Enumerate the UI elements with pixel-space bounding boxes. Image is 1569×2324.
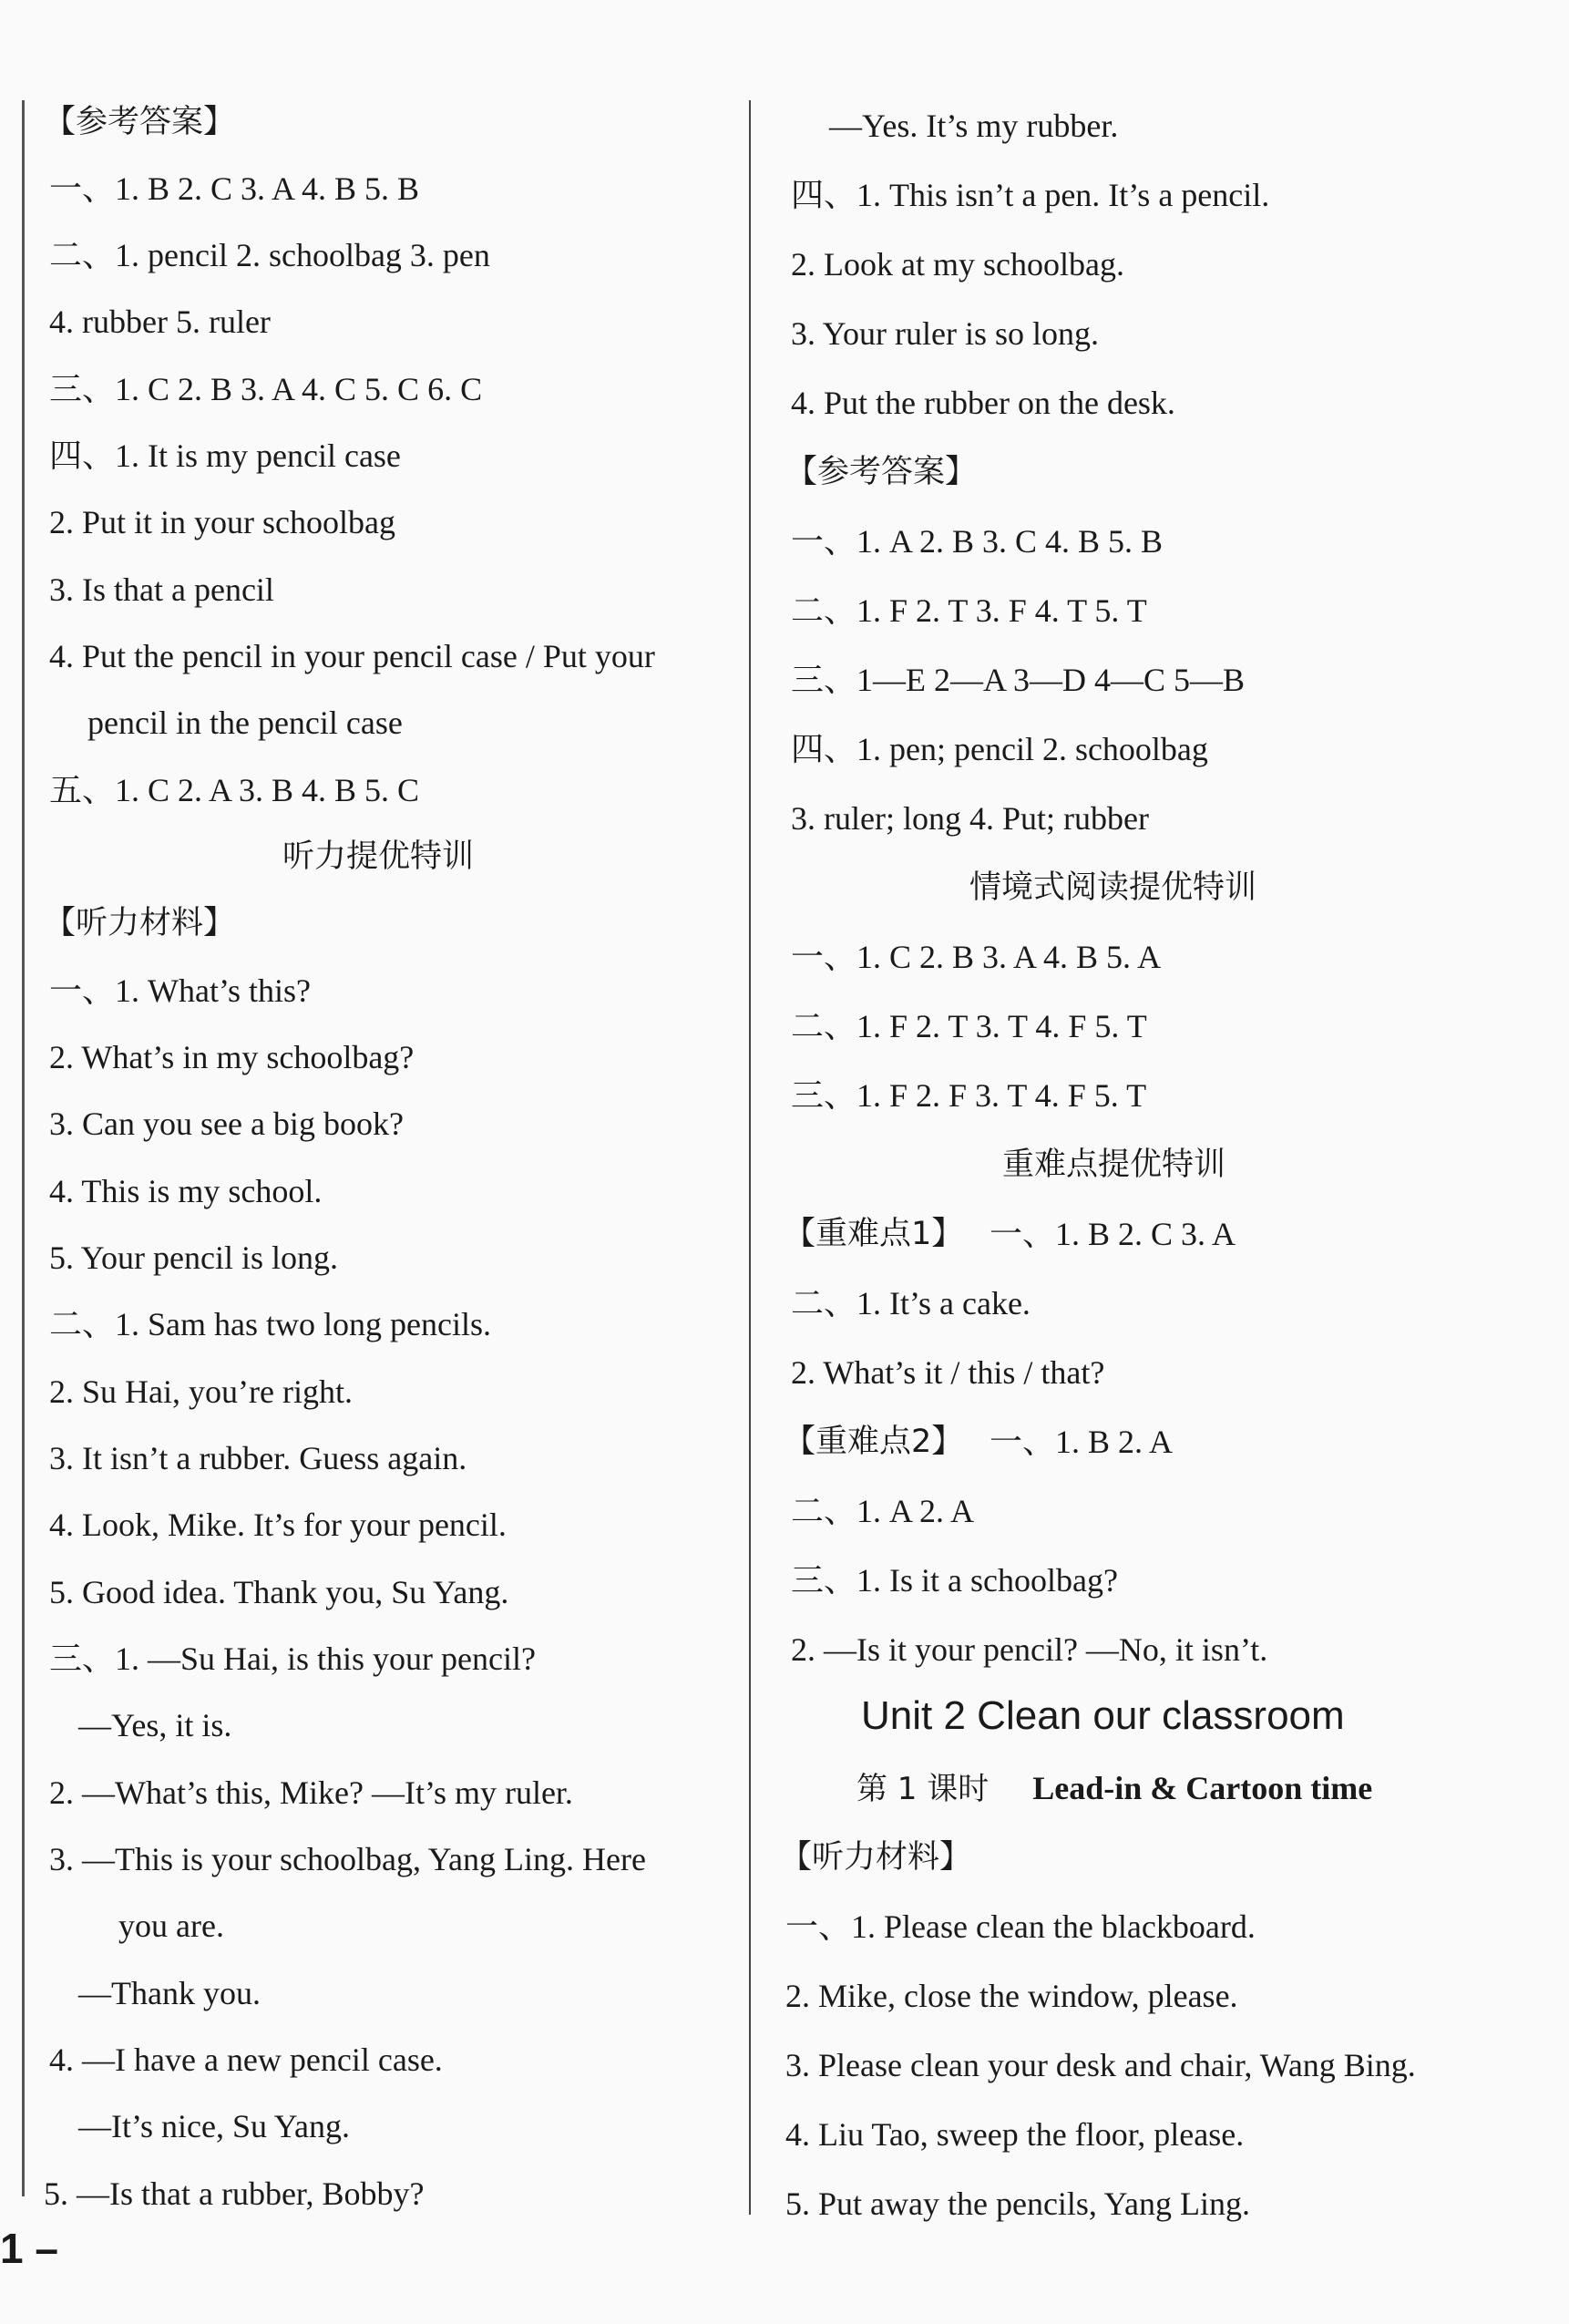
script-line: 5. —Is that a rubber, Bobby? — [44, 2175, 425, 2212]
key-point-2-label: 【重难点2】 — [784, 1424, 964, 1460]
lesson-title — [856, 1768, 1372, 1809]
answer-line: 三、1. C 2. B 3. A 4. C 5. C 6. C — [49, 371, 483, 407]
script-line: 一、1. What’s this? — [49, 972, 311, 1009]
script-line: 5. Your pencil is long. — [49, 1239, 339, 1276]
script-line: —Yes, it is. — [78, 1707, 232, 1743]
answer-line: 一、1. B 2. A — [990, 1424, 1174, 1460]
script-line: 5. Put away the pencils, Yang Ling. — [785, 2185, 1250, 2222]
answer-line: 4. Put the pencil in your pencil case / Put your — [49, 638, 655, 674]
lesson-number: 第 1 课时 — [856, 1771, 990, 1807]
lesson-name: Lead-in & Cartoon time — [1032, 1770, 1373, 1806]
answer-line: 一、1. A 2. B 3. C 4. B 5. B — [791, 523, 1164, 560]
script-line: 3. —This is your schoolbag, Yang Ling. Here — [49, 1841, 646, 1877]
script-line: 5. Good idea. Thank you, Su Yang. — [49, 1574, 509, 1610]
script-line: 4. This is my school. — [49, 1173, 323, 1209]
script-line: you are. — [118, 1908, 224, 1944]
section-header-answers: 【参考答案】 — [785, 454, 978, 490]
script-line: 4. Put the rubber on the desk. — [791, 385, 1175, 421]
section-header-listening-material: 【听力材料】 — [44, 905, 236, 941]
answer-line: 一、1. B 2. C 3. A 4. B 5. B — [49, 170, 420, 207]
section-header-listening-material: 【听力材料】 — [780, 1839, 972, 1876]
script-line: 3. Please clean your desk and chair, Wang Bing. — [785, 2047, 1416, 2083]
left-margin-rule — [22, 100, 25, 2196]
answer-line: 2. Put it in your schoolbag — [49, 504, 395, 540]
answer-line: pencil in the pencil case — [87, 704, 403, 741]
answer-line: 二、1. A 2. A — [791, 1493, 975, 1529]
answer-line: 3. Is that a pencil — [49, 571, 274, 608]
script-line: 2. Look at my schoolbag. — [791, 246, 1124, 283]
answer-line: 二、1. F 2. T 3. T 4. F 5. T — [791, 1008, 1147, 1044]
section-title-key-points: 重难点提优特训 — [1002, 1147, 1226, 1183]
script-line: 2. Su Hai, you’re right. — [49, 1373, 353, 1410]
script-line: 四、1. This isn’t a pen. It’s a pencil. — [791, 177, 1270, 213]
column-divider — [749, 100, 751, 2215]
script-line: 二、1. Sam has two long pencils. — [49, 1306, 491, 1342]
answer-line: 三、1. Is it a schoolbag? — [791, 1562, 1118, 1599]
script-line: 3. Your ruler is so long. — [791, 315, 1100, 352]
answer-line: 三、1—E 2—A 3—D 4—C 5—B — [791, 662, 1246, 698]
unit-title: Unit 2 Clean our classroom — [861, 1693, 1345, 1738]
script-line: 2. —What’s this, Mike? —It’s my ruler. — [49, 1774, 573, 1811]
script-line: —It’s nice, Su Yang. — [78, 2108, 351, 2144]
section-title-listening: 听力提优特训 — [282, 838, 475, 875]
answer-line: 一、1. B 2. C 3. A — [990, 1216, 1236, 1252]
answer-line: 二、1. F 2. T 3. F 4. T 5. T — [791, 592, 1147, 629]
script-line: 4. Liu Tao, sweep the floor, please. — [785, 2116, 1245, 2153]
answer-line: 2. What’s it / this / that? — [791, 1354, 1105, 1391]
script-line: 4. Look, Mike. It’s for your pencil. — [49, 1506, 507, 1543]
script-line: 2. Mike, close the window, please. — [785, 1978, 1238, 2014]
answer-line: 一、1. C 2. B 3. A 4. B 5. A — [791, 939, 1162, 975]
answer-line: 四、1. pen; pencil 2. schoolbag — [791, 731, 1208, 767]
answer-line: 4. rubber 5. ruler — [49, 303, 271, 340]
script-line: —Yes. It’s my rubber. — [829, 108, 1119, 144]
answer-line: 四、1. It is my pencil case — [49, 437, 401, 474]
answer-line: 二、1. pencil 2. schoolbag 3. pen — [49, 237, 490, 273]
page-number: 1 – — [0, 2225, 58, 2272]
answer-line: 五、1. C 2. A 3. B 4. B 5. C — [49, 772, 420, 808]
key-point-1-label: 【重难点1】 — [784, 1216, 964, 1252]
script-line: 三、1. —Su Hai, is this your pencil? — [49, 1640, 536, 1677]
answer-line: 2. —Is it your pencil? —No, it isn’t. — [791, 1631, 1268, 1668]
section-title-reading: 情境式阅读提优特训 — [969, 869, 1257, 906]
answer-line: 三、1. F 2. F 3. T 4. F 5. T — [791, 1077, 1147, 1114]
script-line: 3. Can you see a big book? — [49, 1105, 404, 1142]
script-line: 3. It isn’t a rubber. Guess again. — [49, 1440, 467, 1476]
script-line: 4. —I have a new pencil case. — [49, 2041, 443, 2078]
script-line: 2. What’s in my schoolbag? — [49, 1039, 415, 1075]
script-line: 一、1. Please clean the blackboard. — [785, 1908, 1256, 1945]
answer-line: 3. ruler; long 4. Put; rubber — [791, 800, 1149, 837]
answer-line: 二、1. It’s a cake. — [791, 1285, 1031, 1321]
section-header-answers: 【参考答案】 — [44, 104, 236, 140]
script-line: —Thank you. — [78, 1975, 261, 2011]
